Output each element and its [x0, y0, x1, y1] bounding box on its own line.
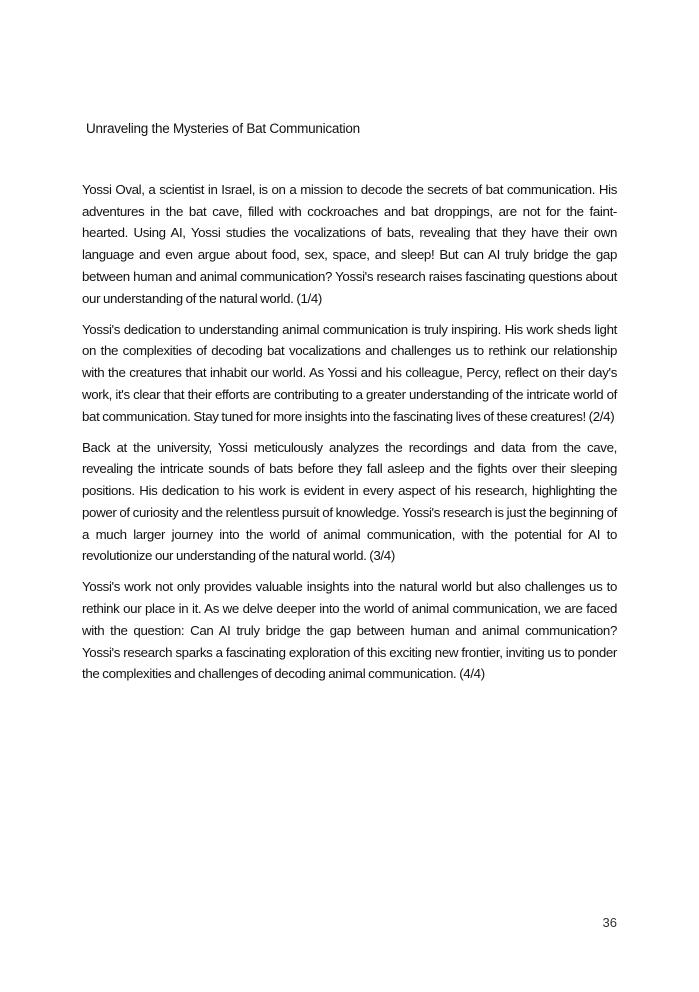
paragraph-1: Yossi Oval, a scientist in Israel, is on a mission to decode the secrets of bat communication. His adventures in the bat cave, filled with cockroaches and bat droppings, are not for the faint-hearted. Using AI, Yossi studies the vocalizations of bats, revealing that they have their own language and even argue about food, sex, space, and sleep! But can AI truly bridge the gap between human and animal communication? Yossi's research raises fascinating questions about our understanding of the natural world. (1/4)	[82, 182, 617, 306]
paragraph-2: Yossi's dedication to understanding animal communication is truly inspiring. His work sheds light on the complexities of decoding bat vocalizations and challenges us to rethink our relationship with the creatures that inhabit our world. As Yossi and his colleague, Percy, reflect on their day's work, it's clear that their efforts are contributing to a greater understanding of the intricate world of bat communication. Stay tuned for more insights into the fascinating lives of these creatures! (2/4)	[82, 321, 617, 424]
page-number: 36	[602, 915, 617, 930]
paragraph-3: Back at the university, Yossi meticulously analyzes the recordings and data from the cave, revealing the intricate sounds of bats before they fall asleep and the fights over their sleeping positions. His dedication to his work is evident in every aspect of his research, highlighting the power of curiosity and the relentless pursuit of knowledge. Yossi's research is just the beginning of a much larger journey into the world of animal communication, with the potential for AI to revolutionize our understanding of the natural world. (3/4)	[82, 439, 617, 564]
page-title: Unraveling the Mysteries of Bat Communication	[86, 121, 360, 136]
paragraph-4: Yossi's work not only provides valuable insights into the natural world but also challenges us to rethink our place in it. As we delve deeper into the world of animal communication, we are faced with the question: Can AI truly bridge the gap between human and animal communication? Yossi's research sparks a fascinating exploration of this exciting new frontier, inviting us to ponder the complexities and challenges of decoding animal communication. (4/4)	[82, 579, 617, 682]
document-body	[82, 179, 617, 694]
